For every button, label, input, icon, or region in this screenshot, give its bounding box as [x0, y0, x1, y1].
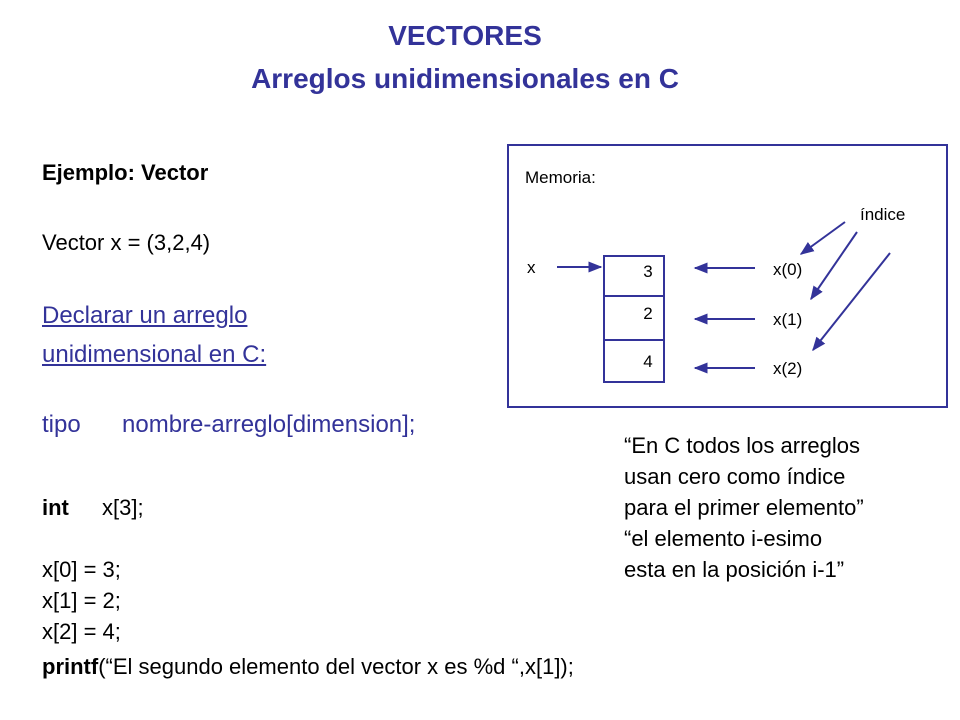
declare-heading-line1: Declarar un arreglo [42, 302, 248, 329]
cell-label: x(0) [773, 260, 803, 279]
example-heading: Ejemplo: Vector [42, 160, 209, 185]
note-line: “En C todos los arreglos [624, 433, 860, 458]
memory-cell [604, 296, 664, 340]
variable-x-label: x [527, 258, 536, 277]
code-printf-line [42, 654, 574, 680]
cell-label: x(1) [773, 310, 803, 329]
note-line: esta en la posición i-1” [624, 557, 845, 582]
cell-label: x(2) [773, 359, 803, 378]
memory-cell [604, 256, 664, 296]
code-int-declaration: x[3]; [102, 495, 144, 520]
syntax-rest: nombre-arreglo[dimension]; [122, 411, 416, 438]
code-printf-args: (“El segundo elemento del vector x es %d “,x[1]); [98, 654, 574, 679]
memory-cell [604, 340, 664, 382]
vector-definition: Vector x = (3,2,4) [42, 230, 211, 255]
syntax-type-word: tipo [42, 411, 81, 438]
code-printf-keyword: printf [42, 654, 99, 679]
index-label: índice [860, 205, 906, 224]
code-assign-3: x[2] = 4; [42, 619, 121, 644]
cell-value: 3 [643, 262, 653, 281]
index-arrow [801, 222, 845, 254]
page-subtitle: Arreglos unidimensionales en C [251, 63, 679, 94]
code-assign-1: x[0] = 3; [42, 557, 121, 582]
zero-index-note [624, 430, 864, 585]
memory-diagram [505, 142, 950, 410]
note-line: para el primer elemento” [624, 495, 864, 520]
index-arrow [813, 253, 890, 350]
note-line: “el elemento i-esimo [624, 526, 823, 551]
note-line: usan cero como índice [624, 464, 846, 489]
code-int-keyword: int [42, 495, 69, 520]
cell-value: 2 [643, 304, 653, 323]
cell-value: 4 [643, 352, 653, 371]
declare-heading-line2: unidimensional en C: [42, 341, 267, 368]
page-title: VECTORES [388, 20, 542, 51]
code-assign-2: x[1] = 2; [42, 588, 121, 613]
memory-label: Memoria: [525, 168, 596, 187]
